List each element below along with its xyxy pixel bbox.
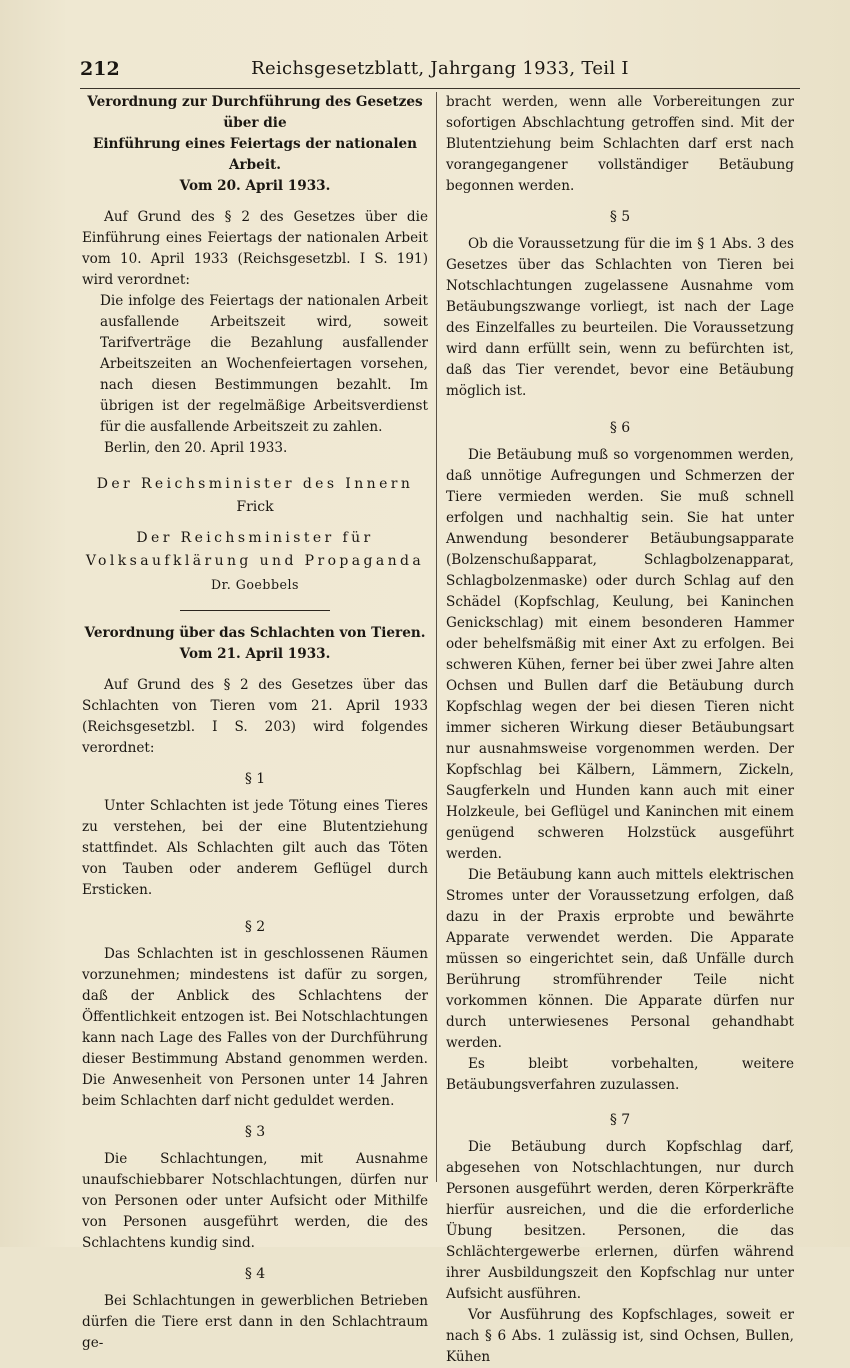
section-4-text-start: Bei Schlachtungen in gewerblichen Betrieben dürfen die Tiere erst dann in den Schlachtraum ge- bbox=[82, 1293, 428, 1351]
signatory2-name: Dr. Goebbels bbox=[211, 577, 299, 592]
section-3-text: Die Schlachtungen, mit Ausnahme unaufschiebbarer Notschlachtungen, dürfen nur von Personen oder unter Aufsicht oder Mithilfe von Personen ausgeführt werden, die des Schlachtens kundig sind. bbox=[82, 1151, 428, 1251]
section-mark-3: § 3 bbox=[244, 1124, 266, 1140]
decree1-title-line: Vom 20. April 1933. bbox=[179, 178, 331, 194]
left-column bbox=[82, 92, 428, 1354]
section-4-text-end: bracht werden, wenn alle Vorbereitungen zur sofortigen Abschlachtung getroffen sind. Mit der Blutentziehung beim Schlachten darf erst nach vorangegangener vollständiger Betäubung begonnen werden. bbox=[446, 94, 794, 194]
section-7-text-2: Vor Ausführung des Kopfschlages, soweit er nach § 6 Abs. 1 zulässig ist, sind Ochsen, Bullen, Kühen bbox=[446, 1307, 794, 1365]
section-6-text-1: Die Betäubung muß so vorgenommen werden, daß unnötige Aufregungen und Schmerzen der Tiere vermieden werden. Sie muß schnell erfolgen und nachhaltig sein. Sie hat unter Anwendung besonderer Betäubungsapparate (Bolzenschußapparat, Schlagbolzenapparat, Schlagbolzenmaske) oder durch Schlag auf den Schädel (Kopfschlag, Keulung, bei Kaninchen Genickschlag) mit einem besonderen Hammer oder behelfsmäßig mit einer Axt zu erfolgen. Bei schweren Kühen, ferner bei über zwei Jahre alten Ochsen und Bullen darf die Betäubung durch Kopfschlag wegen der bei diesen Tieren nicht immer sicheren Wirkung dieser Betäubungsart nur ausnahmsweise vorgenommen werden. Der Kopfschlag bei Kälbern, Lämmern, Zickeln, Saugferkeln und Hunden kann auch mit einer Holzkeule, bei Geflügel und Kaninchen mit einem genügend schweren Holzstück ausgeführt werden. bbox=[446, 447, 794, 862]
signatory1-title: Der Reichsminister des Innern bbox=[96, 476, 414, 492]
decree1-body: Die infolge des Feiertags der nationalen Arbeit ausfallende Arbeitszeit wird, soweit Tarifverträge die Bezahlung ausfallender Arbeitszeiten an Wochenfeiertagen vorsehen, nach diesen Bestimmungen bezahlt. Im übrigen ist der regelmäßige Arbeitsverdienst für die ausfallende Arbeitszeit zu zahlen. bbox=[100, 293, 428, 435]
decree1-title-line: Verordnung zur Durchführung des Gesetzes über die bbox=[87, 94, 423, 131]
section-1-text: Unter Schlachten ist jede Tötung eines Tieres zu verstehen, bei der eine Blutentziehung stattfindet. Als Schlachten gilt auch das Töten von Tauben oder anderem Geflügel durch Ersticken. bbox=[82, 798, 428, 898]
signatory2-title-line2: Volksaufklärung und Propaganda bbox=[85, 553, 425, 569]
section-5-text: Ob die Voraussetzung für die im § 1 Abs. 3 des Gesetzes über das Schlachten von Tieren bei Notschlachtungen zugelassene Ausnahme vom Betäubungszwange vorliegt, ist nach der Lage des Einzelfalles zu beurteilen. Die Voraussetzung wird dann erfüllt sein, wenn zu befürchten ist, daß das Tier verendet, bevor eine Betäubung möglich ist. bbox=[446, 236, 794, 399]
decree1-intro: Auf Grund des § 2 des Gesetzes über die Einführung eines Feiertags der nationalen Arbeit vom 10. April 1933 (Reichsgesetzbl. I S. 191) wird verordnet: bbox=[82, 209, 428, 288]
column-divider bbox=[436, 92, 437, 1182]
decree2-title bbox=[82, 623, 428, 665]
signatory1-name: Frick bbox=[236, 499, 274, 515]
decree1-place-date: Berlin, den 20. April 1933. bbox=[104, 440, 288, 456]
section-mark-2: § 2 bbox=[244, 919, 266, 935]
section-mark-7: § 7 bbox=[609, 1112, 631, 1128]
section-mark-5: § 5 bbox=[609, 209, 631, 225]
right-column bbox=[446, 92, 794, 1368]
section-2-text: Das Schlachten ist in geschlossenen Räumen vorzunehmen; mindestens ist dafür zu sorgen, daß der Anblick des Schlachtens der Öffentlichkeit entzogen ist. Bei Notschlachtungen kann nach Lage des Falles von der Durchführung dieser Bestimmung Abstand genommen werden. Die Anwesenheit von Personen unter 14 Jahren beim Schlachten darf nicht geduldet werden. bbox=[82, 946, 428, 1109]
section-mark-1: § 1 bbox=[244, 771, 266, 787]
decree1-title bbox=[82, 92, 428, 197]
section-mark-6: § 6 bbox=[609, 420, 631, 436]
spacer bbox=[82, 197, 428, 207]
running-head: Reichsgesetzblatt, Jahrgang 1933, Teil I bbox=[251, 58, 629, 79]
header-rule bbox=[80, 88, 800, 89]
page-number: 212 bbox=[80, 58, 120, 80]
section-mark-4: § 4 bbox=[244, 1266, 266, 1282]
section-6-text-3: Es bleibt vorbehalten, weitere Betäubungsverfahren zuzulassen. bbox=[446, 1056, 794, 1093]
spacer bbox=[82, 665, 428, 675]
decree2-intro: Auf Grund des § 2 des Gesetzes über das Schlachten von Tieren vom 21. April 1933 (Reichsgesetzbl. I S. 203) wird folgendes verordnet: bbox=[82, 677, 428, 756]
page-header bbox=[80, 58, 800, 86]
section-divider bbox=[180, 610, 330, 611]
decree2-title-line: Verordnung über das Schlachten von Tieren. bbox=[84, 625, 426, 641]
signatory2-title-line1: Der Reichsminister für bbox=[136, 530, 374, 546]
section-7-text-1: Die Betäubung durch Kopfschlag darf, abgesehen von Notschlachtungen, nur durch Personen ausgeführt werden, deren Körperkräfte hierfür ausreichen, und die die erforderliche Übung besitzen. Personen, die das Schlächtergewerbe erlernen, dürfen während ihrer Ausbildungszeit den Kopfschlag nur unter Aufsicht ausführen. bbox=[446, 1139, 794, 1302]
decree1-title-line: Einführung eines Feiertags der nationalen Arbeit. bbox=[92, 136, 418, 173]
decree2-title-line: Vom 21. April 1933. bbox=[179, 646, 331, 662]
section-6-text-2: Die Betäubung kann auch mittels elektrischen Stromes unter der Voraussetzung erfolgen, daß dazu in der Praxis erprobte und bewährte Apparate verwendet werden. Die Apparate müssen so eingerichtet sein, daß Unfälle durch Berührung stromführender Teile nicht vorkommen können. Die Apparate dürfen nur durch unterwiesenes Personal gehandhabt werden. bbox=[446, 867, 794, 1051]
